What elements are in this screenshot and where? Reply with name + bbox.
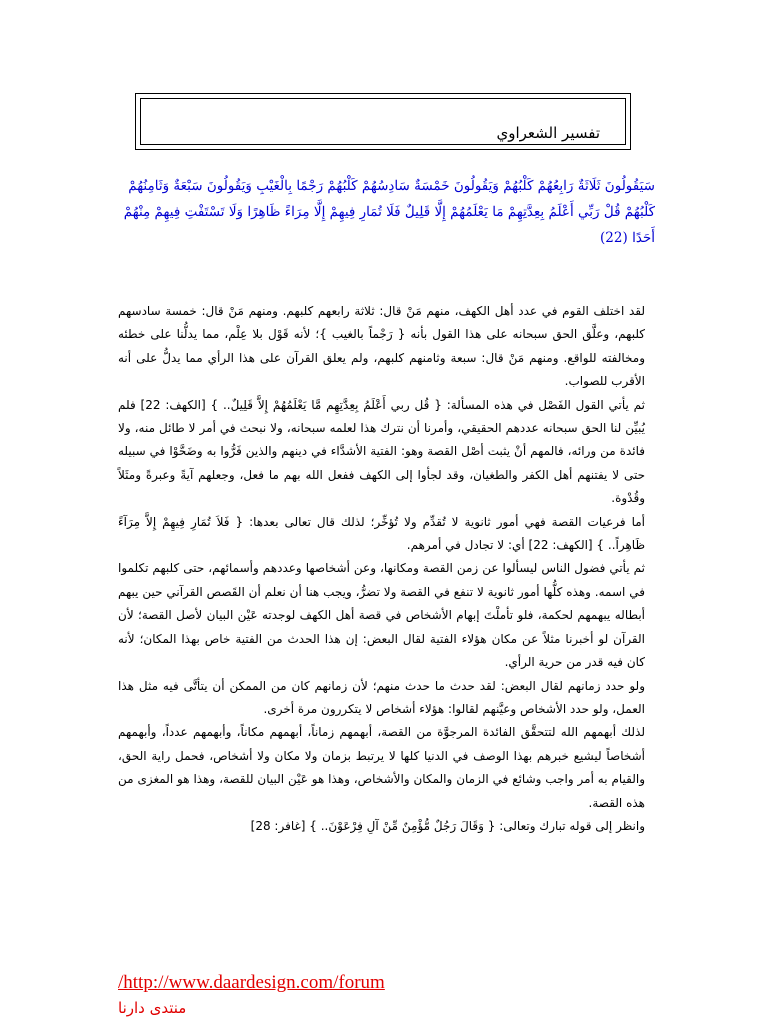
paragraph: ثم يأتي فضول الناس ليسألوا عن زمن القصة ومكانها، وعن أشخاصها وعددهم وأسمائهم، حتى كلبهم تكلموا في اسمه. وهذه كلُّها أمور ثانوية لا تنفع في القصة ولا تضرُّ، ويجب هنا أن نعلم أن القَصص القرآني حين يبهم أبطاله يبهمهم لحكمة، فلو تأملْتَ إبهام الأشخاص في قصة أهل الكهف لوجدته عَيْن البيان لأصل القصة؛ لأن القرآن لو أخبرنا مثلاً عن مكان هؤلاء الفتية لقال البعض: إن هذا الحدث من الفتية خاص بهذا المكان؛ لأنه كان فيه قدر من حرية الرأي.	[118, 561, 645, 670]
paragraph: أما فرعيات القصة فهي أمور ثانوية لا تُقدِّم ولا تُؤخِّر؛ لذلك قال تعالى بعدها: { فَلاَ تُمَارِ فِيهِمْ إِلاَّ مِرَآءً ظَاهِراً.. } [الكهف: 22] أي: لا تجادل في أمرهم.	[118, 514, 645, 553]
title-frame	[135, 93, 631, 150]
paragraph: ثم يأتي القول الفَصْل في هذه المسألة: { قُل ربي أَعْلَمُ بِعِدَّتِهِم مَّا يَعْلَمُهُمْ إِلاَّ قَلِيلٌ.. } [الكهف: 22] فلم يُبيِّن لنا الحق سبحانه عددهم الحقيقي، وأمرنا أن نترك هذا لعلمه سبحانه، ولا نبحث في أمر لا طائل منه، ولا فائدة من ورائه، فالمهم أنْ يثبت أصْل القصة وهو: الفتية الأشدَّاء في دينهم والذين فَرُّوا به وضَحَّوْا في سبيله حتى لا يفتنهم أهل الكفر والطغيان، وقد لجأوا إلى الكهف ففعل الله بهم ما فعل، وجعلهم آيةً وعبرةً ومثَلاً وقُدْوة.	[118, 397, 645, 506]
paragraph: وانظر إلى قوله تبارك وتعالى: { وَقَالَ رَجُلٌ مُّؤْمِنٌ مِّنْ آلِ فِرْعَوْنَ.. } [غافر: 28]	[250, 818, 645, 833]
forum-link[interactable]: /http://www.daardesign.com/forum	[118, 972, 385, 993]
paragraph: ولو حدد زمانهم لقال البعض: لقد حدث ما حدث منهم؛ لأن زمانهم كان من الممكن أن يتأتَّى فيه مثل هذا العمل، ولو حدد الأشخاص وعيَّنهم لقالوا: هؤلاء أشخاص لا يتكررون مرة أخرى.	[118, 678, 645, 716]
verse-line	[100, 225, 655, 251]
tafsir-body	[118, 300, 645, 838]
forum-name: منتدى دارنا	[118, 999, 187, 1017]
page-title: تفسير الشعراوي	[496, 124, 600, 142]
quran-verse	[100, 173, 655, 251]
verse-line: سَيَقُولُونَ ثَلَاثَةٌ رَابِعُهُمْ كَلْبُهُمْ وَيَقُولُونَ خَمْسَةٌ سَادِسُهُمْ كَلْبُهُمْ رَجْمًا بِالْغَيْبِ وَيَقُولُونَ سَبْعَةٌ وَثَامِنُهُمْ	[128, 178, 655, 194]
paragraph: لقد اختلف القوم في عدد أهل الكهف، منهم مَنْ قال: ثلاثة رابعهم كلبهم. ومنهم مَنْ قال: خمسة سادسهم كلبهم، وعلَّق الحق سبحانه على هذا القول بأنه { رَجْماً بالغيب }؛ لأنه قَوْل بلا عِلْم، مما يدلُّنا على خطئه ومخالفته للواقع. ومنهم مَنْ قال: سبعة وثامنهم كلبهم، ولم يعلق القرآن على هذا الرأي مما يدلُّ على أنه الأقرب للصواب.	[118, 304, 645, 389]
verse-line: كَلْبُهُمْ قُلْ رَبِّي أَعْلَمُ بِعِدَّتِهِمْ مَا يَعْلَمُهُمْ إِلَّا قَلِيلٌ فَلَا تُمَارِ فِيهِمْ إِلَّا مِرَاءً ظَاهِرًا وَلَا تَسْتَفْتِ فِيهِمْ مِنْهُمْ	[123, 204, 655, 220]
verse-line-text: أَحَدًا	[632, 230, 655, 246]
verse-number: (22)	[600, 230, 628, 246]
paragraph: لذلك أبهمهم الله لتتحقَّق الفائدة المرجوَّة من القصة، أبهمهم زماناً، أبهمهم مكاناً، وأبهمهم عدداً، وأبهمهم أشخاصاً ليشيع خبرهم بهذا الوصف في الدنيا كلها لا يرتبط بزمان ولا مكان ولا أشخاص، فحمل راية الحق، والقيام به أمر واجب وشائع في الزمان والمكان والأشخاص، وهذا هو عَيْن البيان للقصة، وهذا هو المغزى من هذه القصة.	[118, 725, 645, 810]
